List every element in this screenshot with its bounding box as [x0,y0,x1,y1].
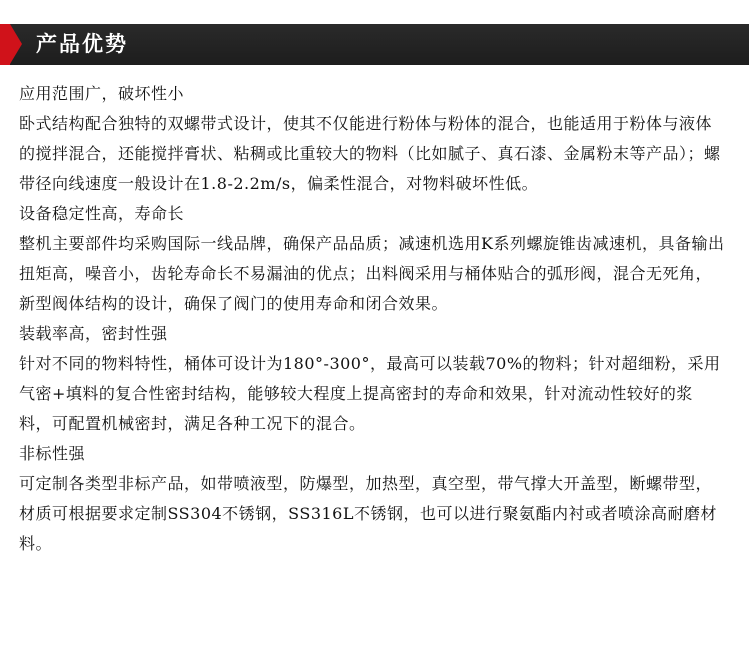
section-body-custom: 可定制各类型非标产品，如带喷液型，防爆型，加热型，真空型，带气撑大开盖型，断螺带型，材质可根据要求定制SS304不锈钢，SS316L不锈钢，也可以进行聚氨酯内衬或者喷涂高耐磨材料。 [19,474,717,553]
section-heading-sealing: 装载率高，密封性强 [19,324,168,343]
header-arrow-icon [10,24,22,64]
section-body-sealing: 针对不同的物料特性，桶体可设计为180°-300°，最高可以装载70%的物料；针对超细粉，采用气密+填料的复合性密封结构，能够较大程度上提高密封的寿命和效果，针对流动性较好的浆料，可配置机械密封，满足各种工况下的混合。 [19,354,721,433]
section-heading-scope: 应用范围广，破坏性小 [19,84,185,103]
section-header-bar [0,24,749,65]
advantage-section-scope [19,79,725,199]
header-red-accent [0,24,10,65]
advantage-section-stability [19,199,725,319]
section-heading-stability: 设备稳定性高，寿命长 [19,204,185,223]
page-title: 产品优势 [36,32,128,56]
advantage-section-sealing [19,319,725,439]
section-body-stability: 整机主要部件均采购国际一线品牌，确保产品品质；减速机选用K系列螺旋锥齿减速机，具备输出扭矩高，噪音小，齿轮寿命长不易漏油的优点；出料阀采用与桶体贴合的弧形阀，混合无死角，新型阀体结构的设计，确保了阀门的使用寿命和闭合效果。 [19,234,725,313]
content-body [19,79,725,559]
section-heading-custom: 非标性强 [19,444,86,463]
advantage-section-custom [19,439,725,559]
section-body-scope: 卧式结构配合独特的双螺带式设计，使其不仅能进行粉体与粉体的混合，也能适用于粉体与液体的搅拌混合，还能搅拌膏状、粘稠或比重较大的物料（比如腻子、真石漆、金属粉末等产品）；螺带径向线速度一般设计在1.8-2.2m/s，偏柔性混合，对物料破坏性低。 [19,114,721,193]
